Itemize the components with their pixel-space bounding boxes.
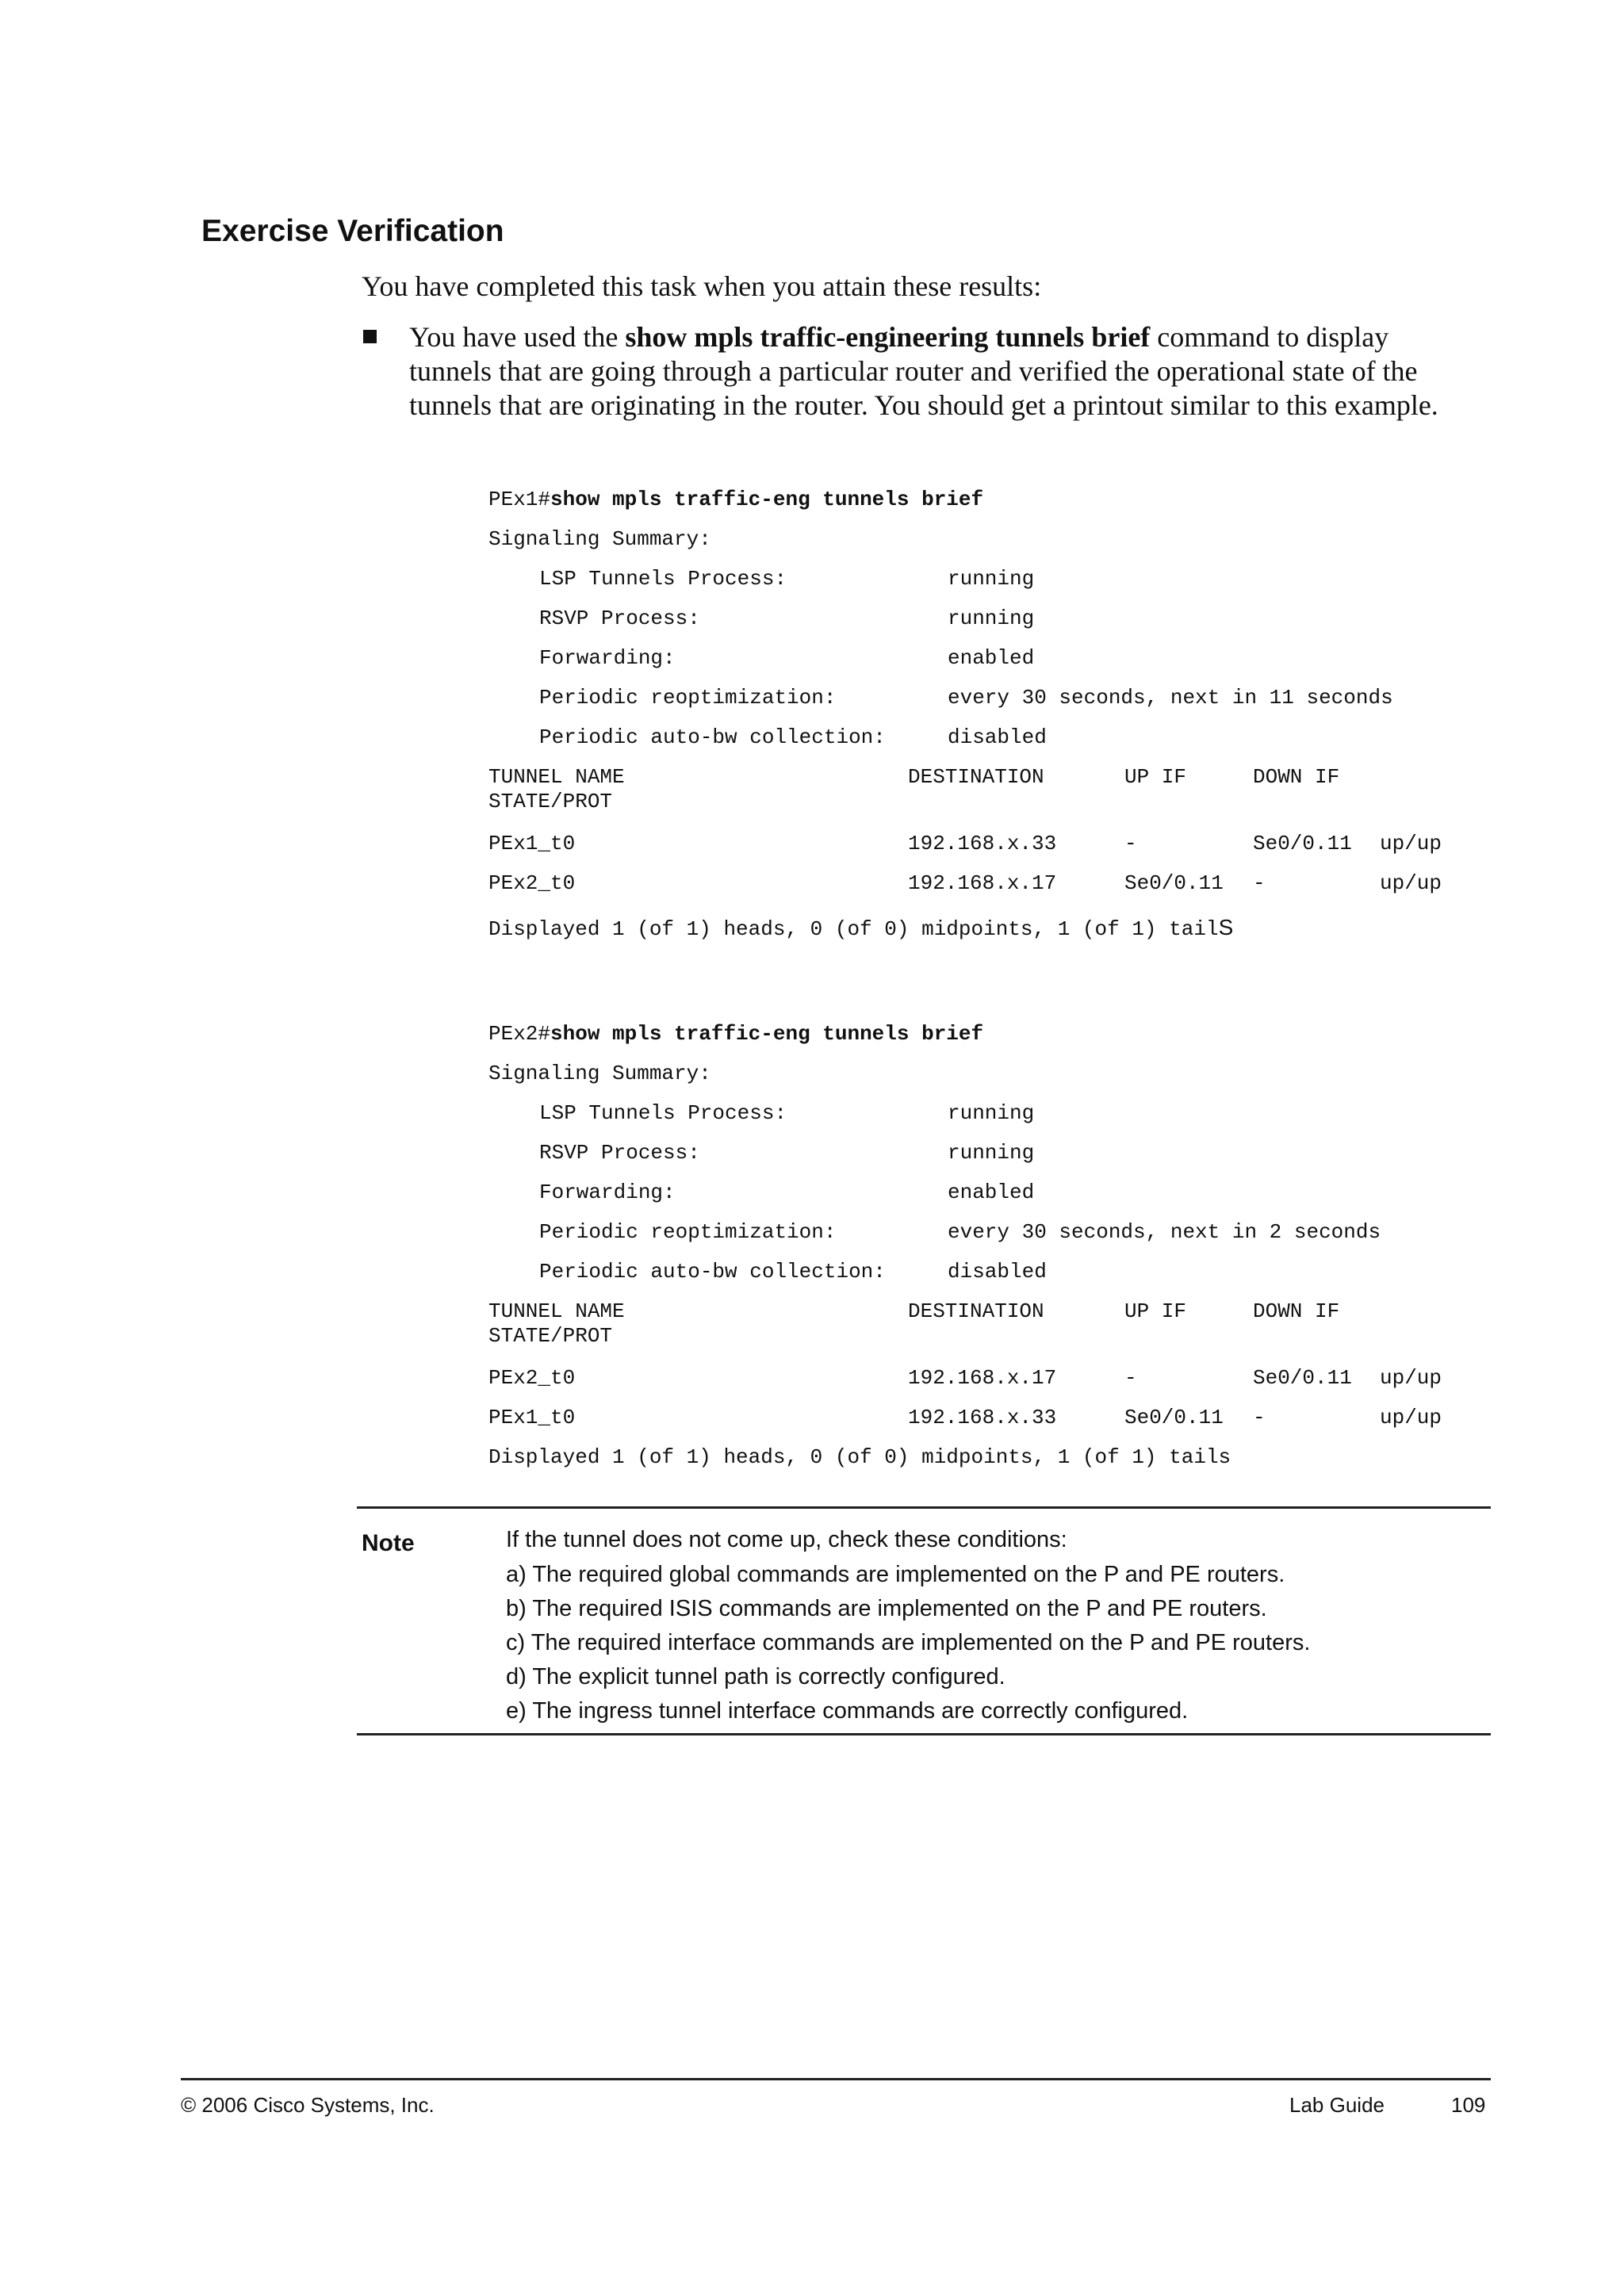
tunnel-state: up/up xyxy=(1380,832,1442,855)
tunnel-state: up/up xyxy=(1380,871,1442,895)
page-number: 109 xyxy=(1451,2093,1486,2117)
note-label: Note xyxy=(362,1530,415,1556)
tunnel-destination: 192.168.x.17 xyxy=(908,871,1057,895)
summary-value: enabled xyxy=(948,646,1035,670)
bullet-line-1: You have used the show mpls traffic-engineering tunnels brief command to display xyxy=(409,321,1389,353)
note-line: d) The explicit tunnel path is correctly configured. xyxy=(506,1664,1005,1689)
tunnel-name: PEx1_t0 xyxy=(488,832,576,855)
tunnel-down-if: Se0/0.11 xyxy=(1253,832,1352,855)
col-header-down-if: DOWN IF xyxy=(1253,765,1340,789)
col-header-tunnel-name: TUNNEL NAME xyxy=(488,765,625,789)
summary-label: LSP Tunnels Process: xyxy=(539,567,787,591)
command-name: show mpls traffic-engineering tunnels brief xyxy=(625,321,1151,353)
tunnel-down-if: - xyxy=(1253,871,1266,895)
bullet-paragraph xyxy=(409,320,1519,423)
note-line: e) The ingress tunnel interface commands are correctly configured. xyxy=(506,1698,1189,1724)
summary-value: running xyxy=(948,1141,1035,1165)
summary-value: running xyxy=(948,1101,1035,1125)
tunnel-down-if: Se0/0.11 xyxy=(1253,1366,1352,1390)
summary-label: LSP Tunnels Process: xyxy=(539,1101,787,1125)
note-bottom-rule xyxy=(357,1733,1491,1735)
note-line: a) The required global commands are implemented on the P and PE routers. xyxy=(506,1562,1285,1587)
col-header-up-if: UP IF xyxy=(1124,765,1187,789)
note-line: If the tunnel does not come up, check these conditions: xyxy=(506,1527,1067,1552)
col-header-up-if: UP IF xyxy=(1124,1299,1187,1323)
summary-label: Forwarding: xyxy=(539,646,676,670)
cli-command-line: PEx1#show mpls traffic-eng tunnels brief xyxy=(488,488,984,511)
col-header-destination: DESTINATION xyxy=(908,1299,1044,1323)
summary-label: Forwarding: xyxy=(539,1181,676,1204)
footer-guide-title: Lab Guide xyxy=(1289,2093,1385,2117)
tunnel-up-if: Se0/0.11 xyxy=(1124,871,1224,895)
summary-label: Periodic auto-bw collection: xyxy=(539,725,886,749)
summary-label: RSVP Process: xyxy=(539,1141,700,1165)
summary-label: Periodic reoptimization: xyxy=(539,686,837,710)
summary-value: enabled xyxy=(948,1181,1035,1204)
square-bullet-icon xyxy=(363,330,377,343)
summary-value: running xyxy=(948,607,1035,630)
summary-value: disabled xyxy=(948,1260,1047,1284)
col-header-state: STATE/PROT xyxy=(488,790,613,813)
tunnel-up-if: Se0/0.11 xyxy=(1124,1406,1224,1429)
col-header-down-if: DOWN IF xyxy=(1253,1299,1340,1323)
summary-value: every 30 seconds, next in 11 seconds xyxy=(948,686,1393,710)
tunnel-destination: 192.168.x.17 xyxy=(908,1366,1057,1390)
tunnel-destination: 192.168.x.33 xyxy=(908,832,1057,855)
tunnel-destination: 192.168.x.33 xyxy=(908,1406,1057,1429)
section-heading: Exercise Verification xyxy=(201,214,504,248)
summary-value: disabled xyxy=(948,725,1047,749)
note-line: c) The required interface commands are implemented on the P and PE routers. xyxy=(506,1630,1311,1655)
tunnel-down-if: - xyxy=(1253,1406,1266,1429)
bullet-line-2: tunnels that are going through a particular router and verified the operational state of the xyxy=(409,355,1418,387)
displayed-summary: Displayed 1 (of 1) heads, 0 (of 0) midpoints, 1 (of 1) tails xyxy=(488,1445,1231,1469)
tunnel-name: PEx1_t0 xyxy=(488,1406,576,1429)
signaling-summary-label: Signaling Summary: xyxy=(488,527,711,551)
note-top-rule xyxy=(357,1506,1491,1509)
displayed-summary: Displayed 1 (of 1) heads, 0 (of 0) midpoints, 1 (of 1) tailS xyxy=(488,915,1234,941)
tunnel-state: up/up xyxy=(1380,1406,1442,1429)
footer-copyright: © 2006 Cisco Systems, Inc. xyxy=(181,2093,435,2117)
summary-label: Periodic reoptimization: xyxy=(539,1220,837,1244)
summary-value: running xyxy=(948,567,1035,591)
summary-label: RSVP Process: xyxy=(539,607,700,630)
intro-text: You have completed this task when you attain these results: xyxy=(362,270,1042,302)
note-line: b) The required ISIS commands are implemented on the P and PE routers. xyxy=(506,1596,1267,1621)
col-header-tunnel-name: TUNNEL NAME xyxy=(488,1299,625,1323)
tunnel-name: PEx2_t0 xyxy=(488,871,576,895)
col-header-destination: DESTINATION xyxy=(908,765,1044,789)
summary-label: Periodic auto-bw collection: xyxy=(539,1260,886,1284)
tunnel-up-if: - xyxy=(1124,832,1137,855)
summary-value: every 30 seconds, next in 2 seconds xyxy=(948,1220,1381,1244)
footer-rule xyxy=(181,2078,1491,2080)
bullet-line-3: tunnels that are originating in the router. You should get a printout similar to this example. xyxy=(409,389,1438,421)
tunnel-name: PEx2_t0 xyxy=(488,1366,576,1390)
tunnel-up-if: - xyxy=(1124,1366,1137,1390)
cli-command-line: PEx2#show mpls traffic-eng tunnels brief xyxy=(488,1022,984,1046)
signaling-summary-label: Signaling Summary: xyxy=(488,1062,711,1085)
tunnel-state: up/up xyxy=(1380,1366,1442,1390)
col-header-state: STATE/PROT xyxy=(488,1324,613,1348)
